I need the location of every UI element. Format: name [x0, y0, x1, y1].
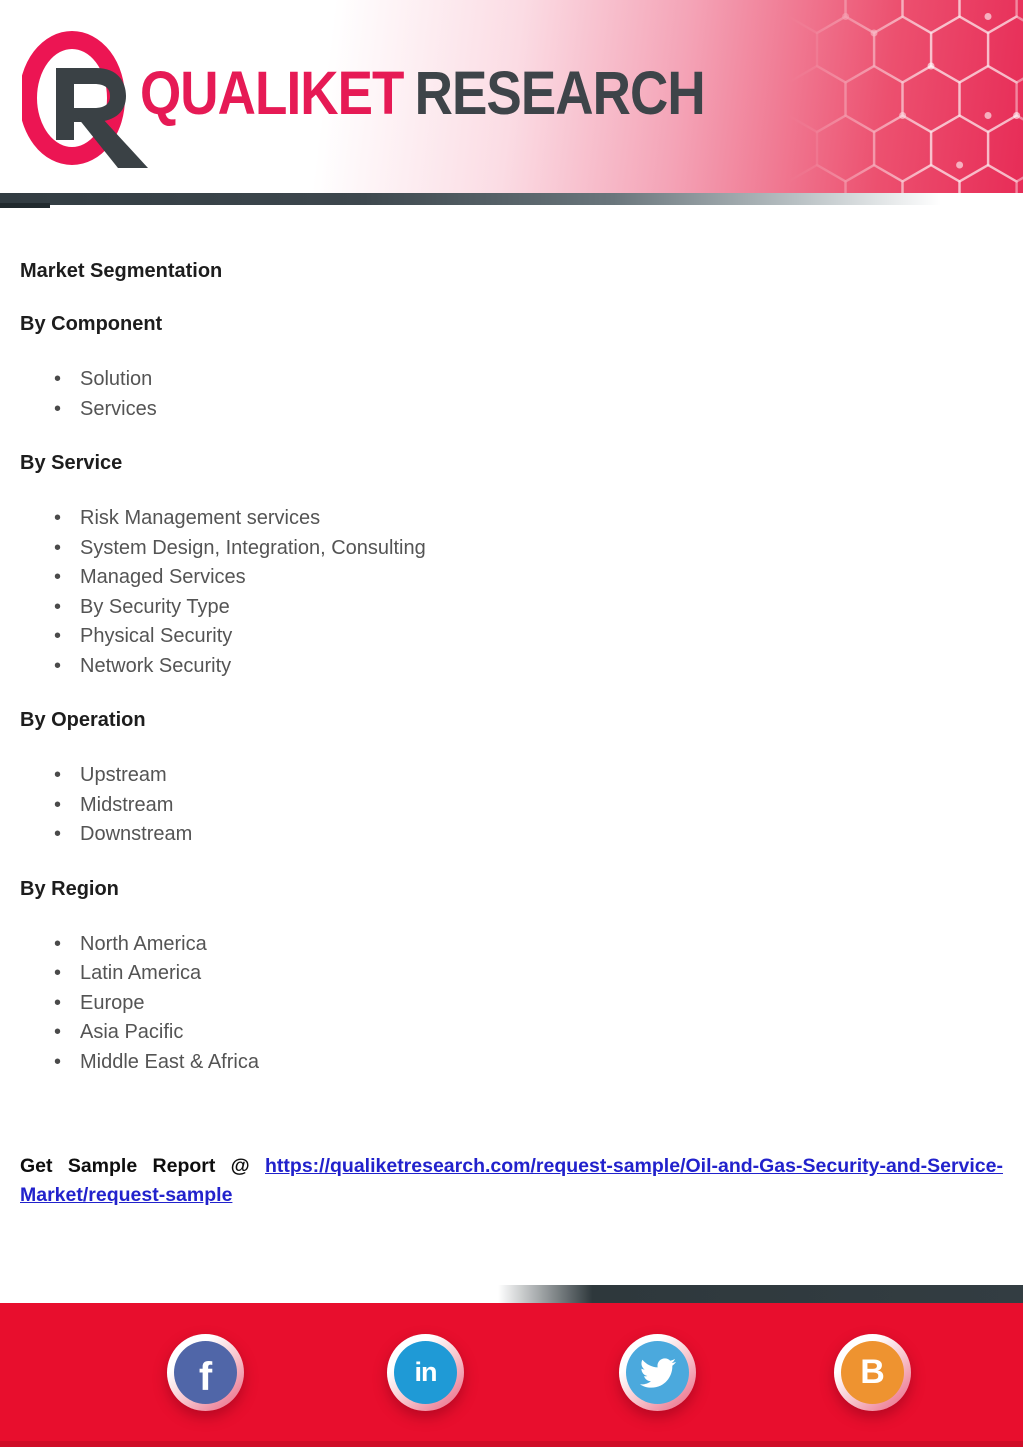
list-by-component [20, 365, 1003, 424]
list-by-region [20, 930, 1003, 1078]
footer-divider-bar [498, 1285, 1023, 1303]
footer-bottom-strip [0, 1441, 1023, 1447]
section-title-by-service: By Service [20, 452, 123, 474]
linkedin-icon: in [414, 1357, 437, 1387]
list-item: • Physical Security [20, 622, 1003, 652]
list-item: • Middle East & Africa [20, 1048, 1003, 1078]
list-item: • Risk Management services [20, 504, 1003, 534]
list-item: • By Security Type [20, 593, 1003, 623]
footer-banner [0, 1303, 1023, 1447]
list-item: • Asia Pacific [20, 1018, 1003, 1048]
brand-primary-text: QUALIKET [140, 59, 404, 129]
list-item: • Network Security [20, 652, 1003, 682]
facebook-icon: f [198, 1355, 213, 1399]
sample-report-line [20, 1152, 1003, 1210]
brand-secondary-text: RESEARCH [414, 59, 705, 129]
section-title-by-region: By Region [20, 877, 119, 900]
list-item: • Europe [20, 989, 1003, 1019]
list-item: • Services [20, 395, 1003, 425]
blogger-button[interactable] [834, 1334, 911, 1411]
document-body [20, 258, 1003, 1210]
twitter-button[interactable] [619, 1334, 696, 1411]
linkedin-button[interactable] [387, 1334, 464, 1411]
twitter-bird-icon [640, 1358, 676, 1388]
blogger-icon: B [860, 1353, 885, 1391]
section-title-by-operation: By Operation [20, 709, 146, 731]
header-divider-tab [0, 203, 50, 208]
hexagon-pattern-decoration [788, 0, 1023, 193]
header-banner [0, 0, 1023, 193]
list-item: • Upstream [20, 761, 1003, 791]
list-item: • Solution [20, 365, 1003, 395]
page-title: Market Segmentation [20, 260, 223, 282]
list-by-service [20, 504, 1003, 681]
list-item: • System Design, Integration, Consulting [20, 534, 1003, 564]
list-item: • North America [20, 930, 1003, 960]
sample-report-label: Get Sample Report @ [20, 1155, 250, 1177]
facebook-button[interactable] [167, 1334, 244, 1411]
list-by-operation [20, 761, 1003, 850]
section-title-by-component: By Component [20, 313, 163, 335]
sample-report-link[interactable]: https://qualiketresearch.com/request-sample/Oil-and-Gas-Security-and-Service-Market/request-sample [20, 1155, 1003, 1206]
header-divider-bar [0, 193, 1023, 205]
list-item: • Midstream [20, 791, 1003, 821]
list-item: • Managed Services [20, 563, 1003, 593]
list-item: • Latin America [20, 959, 1003, 989]
list-item: • Downstream [20, 820, 1003, 850]
brand-wordmark [140, 58, 705, 129]
